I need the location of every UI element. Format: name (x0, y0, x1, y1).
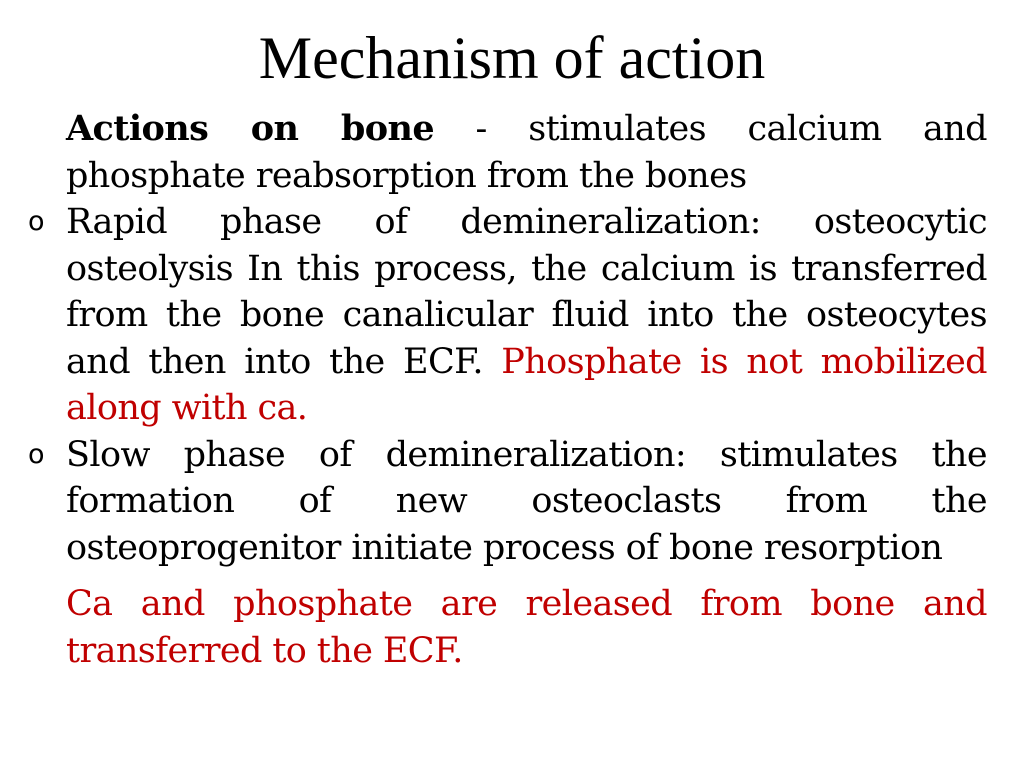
bullet-marker-icon: o (28, 438, 44, 470)
bullet-marker-icon: o (28, 206, 44, 237)
bullet-item-rapid-phase (28, 199, 987, 432)
intro-paragraph (66, 106, 987, 199)
bullet-text: Slow phase of demineralization: stimulates the formation of new osteoclasts from the osteoprogenitor initiate process of bone resorption (66, 434, 987, 568)
bullet-text: Rapid phase of demineralization: osteocytic osteolysis In this process, the calcium is transferred from the bone canalicular fluid into the osteocytes and then into the ECF. (66, 202, 987, 382)
intro-text: - stimulates calcium and phosphate reabsorption from the bones (66, 109, 987, 196)
intro-bold-label: Actions on bone (66, 108, 435, 149)
bullet-highlight-text: Phosphate is not mobilized along with ca. (66, 341, 987, 428)
slide-title: Mechanism of action (258, 25, 766, 91)
bullet-item-slow-phase (28, 432, 987, 572)
closing-paragraph: Ca and phosphate are released from bone and transferred to the ECF. (66, 584, 987, 671)
slide-body (28, 106, 987, 674)
